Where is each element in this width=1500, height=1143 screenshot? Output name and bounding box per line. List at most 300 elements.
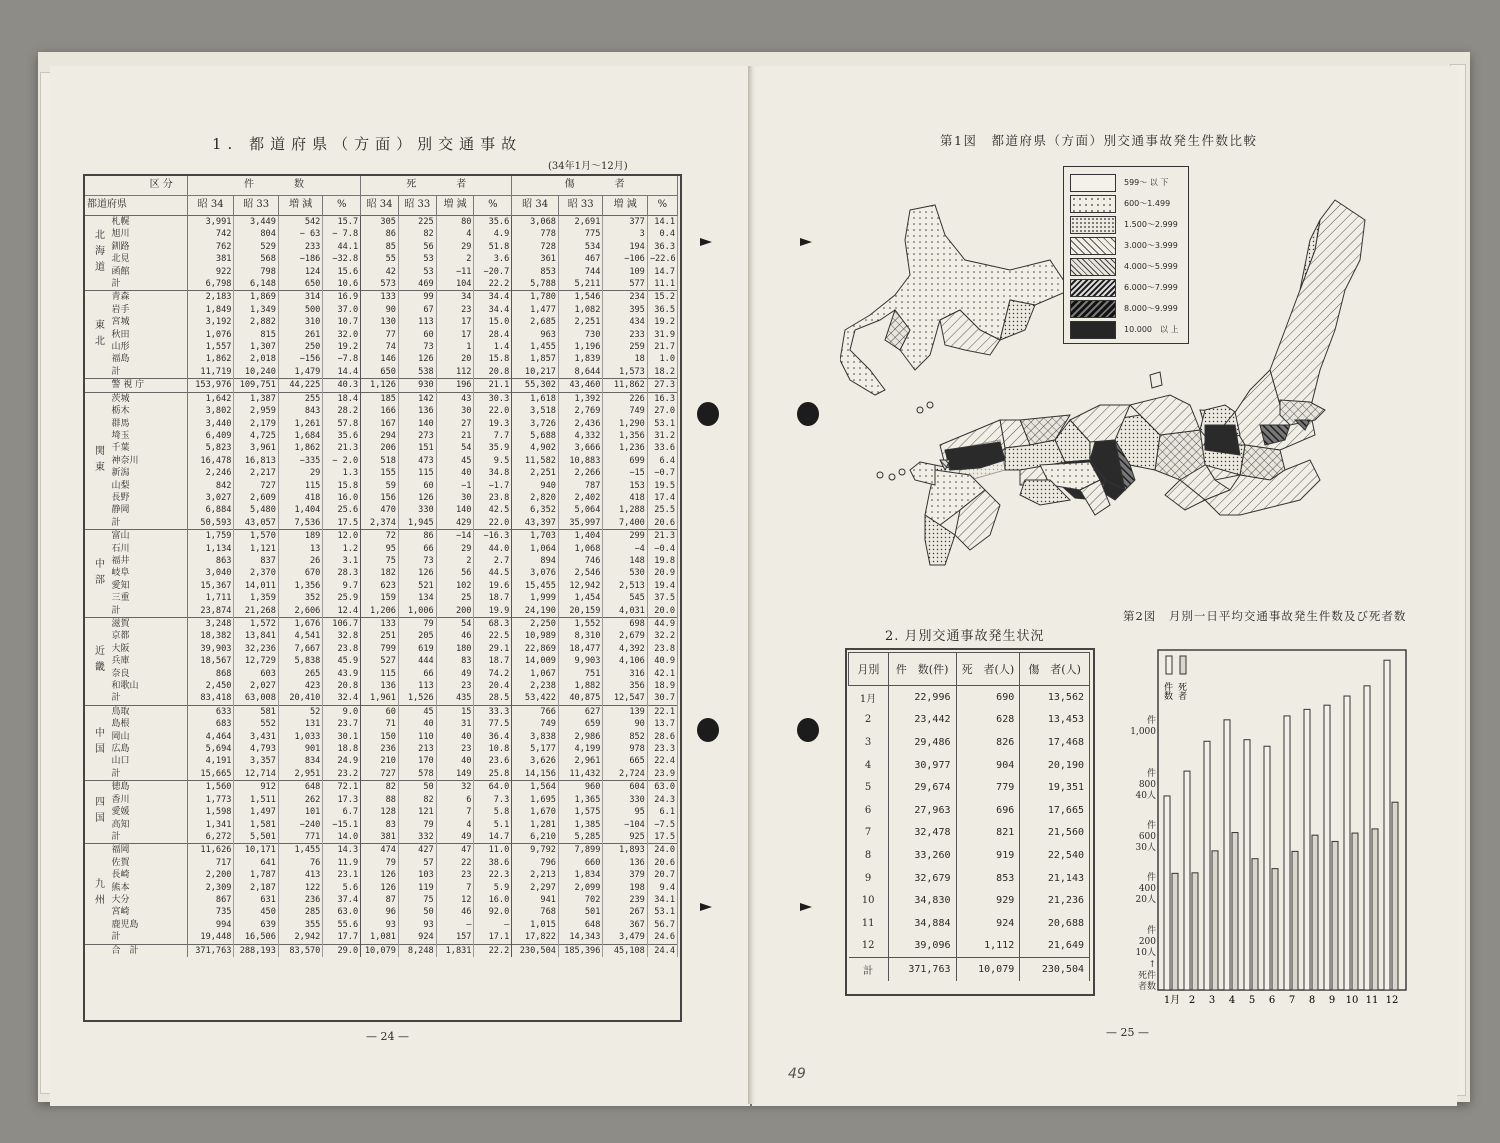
table-cell: 32,236 <box>234 643 278 655</box>
table-cell: 2,606 <box>278 605 322 618</box>
table-cell: 1,365 <box>558 794 602 806</box>
bar-deaths <box>1232 833 1238 990</box>
table-cell: 251 <box>361 630 399 642</box>
table-cell: 10,171 <box>234 844 278 857</box>
table-cell: 74 <box>361 341 399 353</box>
table-cell: 19,351 <box>1020 776 1090 799</box>
table-cell: 1,081 <box>361 931 399 944</box>
table-cell: 38.6 <box>474 857 512 869</box>
table-cell: 2,679 <box>603 630 647 642</box>
table-cell: 126 <box>398 353 436 365</box>
table-cell: 3,440 <box>187 418 234 430</box>
table-cell: 53.1 <box>647 906 677 918</box>
table-cell: 1,385 <box>558 819 602 831</box>
table-cell: 189 <box>278 530 322 543</box>
table-cell: 450 <box>234 906 278 918</box>
table-cell: 76 <box>278 857 322 869</box>
table-cell: 3,726 <box>512 418 559 430</box>
table-row <box>85 567 678 579</box>
table-cell: 377 <box>603 216 647 229</box>
table-cell: 182 <box>361 567 399 579</box>
table-cell: 670 <box>278 567 322 579</box>
table-cell: 1,477 <box>512 304 559 316</box>
table-cell: 727 <box>234 480 278 492</box>
table-cell: 924 <box>398 931 436 944</box>
table-cell: 43.9 <box>323 668 361 680</box>
table-cell: 87 <box>361 894 399 906</box>
table-cell: 34,884 <box>888 912 956 935</box>
table-cell: 75 <box>361 555 399 567</box>
prefecture-name: 合 計 <box>109 944 187 957</box>
table-cell: 27.3 <box>647 379 677 392</box>
table-cell: 418 <box>278 492 322 504</box>
table-cell: 53 <box>398 253 436 265</box>
table-cell: 20.4 <box>474 680 512 692</box>
table-cell: 30.1 <box>323 731 361 743</box>
table-cell: 379 <box>603 869 647 881</box>
table-cell: 429 <box>436 517 474 530</box>
table-cell: 294 <box>361 430 399 442</box>
table-cell: 1,849 <box>187 304 234 316</box>
table-cell: 142 <box>398 392 436 405</box>
table-cell: 10,883 <box>558 455 602 467</box>
table-cell: 239 <box>603 894 647 906</box>
table-cell: 63,008 <box>234 692 278 705</box>
table-cell: 1,033 <box>278 731 322 743</box>
table-cell: 1,511 <box>234 794 278 806</box>
table-row <box>85 931 678 944</box>
table-cell: 690 <box>956 686 1020 709</box>
table-cell: 3,838 <box>512 731 559 743</box>
table-cell: 2,179 <box>234 418 278 430</box>
table-cell: 66 <box>398 543 436 555</box>
table-cell: 1,831 <box>436 944 474 957</box>
table-cell: 2,961 <box>558 755 602 767</box>
table-cell: 34.4 <box>474 304 512 316</box>
table-cell: 6,148 <box>234 278 278 291</box>
table-cell: 262 <box>278 794 322 806</box>
table-cell: 86 <box>398 530 436 543</box>
table-cell: 21.1 <box>474 379 512 392</box>
table-cell: 261 <box>278 329 322 341</box>
table-cell: 230,504 <box>1020 958 1090 981</box>
table-cell: 139 <box>603 705 647 718</box>
table-cell: 25.8 <box>474 768 512 781</box>
table-cell: 36.4 <box>474 731 512 743</box>
table-cell: 198 <box>603 882 647 894</box>
table-cell: 778 <box>512 228 559 240</box>
bar-count <box>1344 696 1350 990</box>
table-cell: 2,251 <box>558 316 602 328</box>
table-cell: 3,248 <box>187 618 234 631</box>
legend-label: 8.000〜9.999 <box>1124 304 1178 313</box>
subheader-s34: 昭 34 <box>512 196 559 216</box>
table-cell: 2,187 <box>234 882 278 894</box>
month-cell: 11 <box>849 912 889 935</box>
table-cell: 19.6 <box>474 580 512 592</box>
table-cell: 4,199 <box>558 743 602 755</box>
table-cell: 929 <box>956 889 1020 912</box>
bar-deaths <box>1332 841 1338 990</box>
table-cell: 55,302 <box>512 379 559 392</box>
x-tick-label: 10 <box>1345 995 1359 1006</box>
table-cell: 2,951 <box>278 768 322 781</box>
prefecture-name: 島根 <box>109 718 187 730</box>
table-cell: 40,875 <box>558 692 602 705</box>
table-cell: 77 <box>361 329 399 341</box>
table-cell: 834 <box>278 755 322 767</box>
table-cell: 1,560 <box>187 781 234 794</box>
table-cell: 79 <box>398 819 436 831</box>
table-row <box>85 680 678 692</box>
table-cell: 1,581 <box>234 819 278 831</box>
header-deaths: 死 者 <box>361 176 512 196</box>
table-cell: 1,134 <box>187 543 234 555</box>
table-cell: 23 <box>436 680 474 692</box>
table-cell: 92.0 <box>474 906 512 918</box>
table-cell: 762 <box>187 241 234 253</box>
table-cell: 894 <box>512 555 559 567</box>
bar-count <box>1364 686 1370 990</box>
table-cell: 130 <box>361 316 399 328</box>
table-cell: 7.7 <box>474 430 512 442</box>
legend-swatch <box>1070 258 1116 276</box>
table-cell: 474 <box>361 844 399 857</box>
table-cell: 25.6 <box>323 504 361 516</box>
table-cell: 2 <box>436 253 474 265</box>
table-cell: 799 <box>361 643 399 655</box>
table-cell: 45.9 <box>323 655 361 667</box>
table-cell: 75 <box>398 894 436 906</box>
binder-hole <box>797 718 819 742</box>
table-row <box>85 768 678 781</box>
table-cell: 54 <box>436 442 474 454</box>
table-cell: 568 <box>234 253 278 265</box>
table-cell: 371,763 <box>888 958 956 981</box>
table-cell: 1,404 <box>558 530 602 543</box>
table-cell: 99 <box>398 291 436 304</box>
table-cell: 150 <box>361 731 399 743</box>
table-cell: 1,573 <box>603 366 647 379</box>
legend-swatch <box>1070 321 1116 339</box>
table-cell: 627 <box>558 705 602 718</box>
table-row <box>85 605 678 618</box>
month-cell: 12 <box>849 935 889 958</box>
table-cell: 140 <box>398 418 436 430</box>
prefecture-name: 京都 <box>109 630 187 642</box>
table-cell: 126 <box>361 882 399 894</box>
table-cell: 930 <box>398 379 436 392</box>
table-cell: 13,453 <box>1020 709 1090 732</box>
table-cell: 1,670 <box>512 806 559 818</box>
table-row <box>849 867 1090 890</box>
table-cell: − 7.8 <box>323 228 361 240</box>
table-row <box>849 958 1090 981</box>
bar-count <box>1304 709 1310 990</box>
table-cell: 1,857 <box>512 353 559 365</box>
table-cell: 633 <box>187 705 234 718</box>
y-tick-label: 件 400 20人 <box>1135 873 1156 906</box>
prefecture-name: 三重 <box>109 592 187 604</box>
table-row <box>85 442 678 454</box>
table-cell: 1,839 <box>558 353 602 365</box>
table-cell: 11,582 <box>512 455 559 467</box>
table-cell: 50,593 <box>187 517 234 530</box>
table-cell: 4 <box>436 819 474 831</box>
table-cell: 5,694 <box>187 743 234 755</box>
table-cell: 60 <box>398 329 436 341</box>
map-legend <box>1063 166 1189 344</box>
legend-count-swatch <box>1166 656 1172 674</box>
x-tick-label: 2 <box>1188 995 1196 1006</box>
table-cell: 1,455 <box>512 341 559 353</box>
table-cell: 815 <box>234 329 278 341</box>
table-cell: 17 <box>436 316 474 328</box>
table-cell: 852 <box>603 731 647 743</box>
table-cell: 2,609 <box>234 492 278 504</box>
table-cell: 83 <box>436 655 474 667</box>
prefecture-name: 岩手 <box>109 304 187 316</box>
table-cell: 8,644 <box>558 366 602 379</box>
x-tick-label: 3 <box>1208 995 1216 1006</box>
table-cell: 28.3 <box>323 567 361 579</box>
table-row <box>85 806 678 818</box>
table-cell: 1,064 <box>512 543 559 555</box>
table-cell: 9,792 <box>512 844 559 857</box>
legend-deaths-swatch <box>1180 656 1186 674</box>
table-cell: 573 <box>361 278 399 291</box>
table-cell: 2,374 <box>361 517 399 530</box>
table1-body <box>85 216 678 957</box>
table-cell: 225 <box>398 216 436 229</box>
table-cell: 31 <box>436 718 474 730</box>
table-cell: 3,991 <box>187 216 234 229</box>
table-cell: 34 <box>436 291 474 304</box>
table-cell: −7.8 <box>323 353 361 365</box>
table-cell: 149 <box>436 768 474 781</box>
table-cell: 2,691 <box>558 216 602 229</box>
table-cell: 73 <box>398 555 436 567</box>
table-cell: 434 <box>603 316 647 328</box>
table-cell: 23 <box>436 743 474 755</box>
table-cell: 683 <box>187 718 234 730</box>
table-cell: 21 <box>436 430 474 442</box>
table-cell: 30,977 <box>888 754 956 777</box>
table-cell: 7 <box>436 882 474 894</box>
table-cell: 2,685 <box>512 316 559 328</box>
table-cell: 2,436 <box>558 418 602 430</box>
table-cell: 16,813 <box>234 455 278 467</box>
table-cell: 1,356 <box>278 580 322 592</box>
table-row <box>85 492 678 504</box>
prefecture-name: 群馬 <box>109 418 187 430</box>
table-cell: 17,468 <box>1020 731 1090 754</box>
table-cell: 6 <box>436 794 474 806</box>
table-row <box>85 405 678 417</box>
table-cell: 44.1 <box>323 241 361 253</box>
prefecture-name: 計 <box>109 831 187 844</box>
prefecture-name: 宮城 <box>109 316 187 328</box>
table-cell: 23,442 <box>888 709 956 732</box>
table-cell: 4,392 <box>603 643 647 655</box>
y-tick-label: 件 200 10人 <box>1135 925 1156 958</box>
table-cell: 11,432 <box>558 768 602 781</box>
table-cell: 32.4 <box>323 692 361 705</box>
table-cell: 23 <box>436 304 474 316</box>
table-row <box>85 894 678 906</box>
region-label: 北海道 <box>85 216 109 291</box>
table-cell: 32.2 <box>647 630 677 642</box>
table-cell: 34.1 <box>647 894 677 906</box>
table-cell: 14.7 <box>474 831 512 844</box>
table-cell: 34.8 <box>474 467 512 479</box>
table-cell: 299 <box>603 530 647 543</box>
table-row <box>85 731 678 743</box>
table-cell: 3.6 <box>474 253 512 265</box>
table-cell: 18 <box>603 353 647 365</box>
table-cell: 578 <box>398 768 436 781</box>
table-cell: 2,882 <box>234 316 278 328</box>
prefecture-name: 佐賀 <box>109 857 187 869</box>
table-cell: 1,695 <box>512 794 559 806</box>
table-cell: 37.5 <box>647 592 677 604</box>
table-cell: 113 <box>398 316 436 328</box>
prefecture-name: 計 <box>109 768 187 781</box>
gutter <box>748 66 756 1104</box>
table-row <box>85 353 678 365</box>
table-cell: 22.2 <box>474 278 512 291</box>
table-cell: 15,367 <box>187 580 234 592</box>
t2-header-deaths: 死 者(人) <box>956 653 1020 686</box>
table-cell: 5.8 <box>474 806 512 818</box>
table-cell: −14 <box>436 530 474 543</box>
table-cell: 20,410 <box>278 692 322 705</box>
table-cell: 23.9 <box>647 768 677 781</box>
table-cell: 106.7 <box>323 618 361 631</box>
table-cell: 3,192 <box>187 316 234 328</box>
table-cell: 527 <box>361 655 399 667</box>
table-cell: 15,455 <box>512 580 559 592</box>
table-cell: 749 <box>603 405 647 417</box>
table-cell: 963 <box>512 329 559 341</box>
table-cell: 628 <box>956 709 1020 732</box>
prefecture-name: 熊本 <box>109 882 187 894</box>
table-cell: 14.3 <box>323 844 361 857</box>
table-row <box>85 418 678 430</box>
table-cell: 423 <box>278 680 322 692</box>
table-cell: 64.0 <box>474 781 512 794</box>
table-cell: 1,618 <box>512 392 559 405</box>
table-cell: 43,397 <box>512 517 559 530</box>
table-cell: 2,959 <box>234 405 278 417</box>
table-cell: 151 <box>398 442 436 454</box>
bar-deaths <box>1352 833 1358 990</box>
table-cell: −186 <box>278 253 322 265</box>
bar-deaths <box>1312 835 1318 990</box>
table-cell: 1,236 <box>603 442 647 454</box>
table-cell: 619 <box>398 643 436 655</box>
table-cell: 14.0 <box>323 831 361 844</box>
table-cell: 29 <box>436 241 474 253</box>
table-cell: 3,357 <box>234 755 278 767</box>
table-cell: 18.7 <box>474 592 512 604</box>
bar-deaths <box>1252 859 1258 990</box>
bar-count <box>1324 705 1330 990</box>
subheader-s34: 昭 34 <box>187 196 234 216</box>
table-cell: 853 <box>956 867 1020 890</box>
table-cell: 1,552 <box>558 618 602 631</box>
table-cell: 14.7 <box>647 266 677 278</box>
table-cell: 530 <box>603 567 647 579</box>
table-cell: 4,464 <box>187 731 234 743</box>
subheader-pct: % <box>323 196 361 216</box>
prefecture-name: 宮崎 <box>109 906 187 918</box>
table-cell: 577 <box>603 278 647 291</box>
prefecture-name: 埼玉 <box>109 430 187 442</box>
table-cell: −7.5 <box>647 819 677 831</box>
table-row <box>849 686 1090 709</box>
table-cell: 659 <box>558 718 602 730</box>
table-cell: 12 <box>436 894 474 906</box>
table-cell: 696 <box>956 799 1020 822</box>
table-cell: 39,903 <box>187 643 234 655</box>
bar-deaths <box>1292 851 1298 990</box>
table-cell: 44.0 <box>474 543 512 555</box>
table-cell: 16,506 <box>234 931 278 944</box>
table-cell: 604 <box>603 781 647 794</box>
table-cell: 86 <box>361 228 399 240</box>
table-cell: 2,018 <box>234 353 278 365</box>
table-row <box>85 919 678 931</box>
table-cell: 1,067 <box>512 668 559 680</box>
table-cell: 16.0 <box>474 894 512 906</box>
table-cell: 1,869 <box>234 291 278 304</box>
table-cell: 45 <box>436 455 474 467</box>
handwritten-note: 49 <box>788 1066 806 1082</box>
table-cell: 148 <box>603 555 647 567</box>
table-cell: 42.5 <box>474 504 512 516</box>
table-cell: 10,989 <box>512 630 559 642</box>
prefecture-name: 山梨 <box>109 480 187 492</box>
table-cell: 665 <box>603 755 647 767</box>
table-cell: 140 <box>436 504 474 516</box>
table-cell: 23 <box>436 869 474 881</box>
table-cell: 534 <box>558 241 602 253</box>
legend-swatch <box>1070 195 1116 213</box>
table-cell: 796 <box>512 857 559 869</box>
table-cell: 68.3 <box>474 618 512 631</box>
table-cell: 194 <box>603 241 647 253</box>
table-cell: 751 <box>558 668 602 680</box>
prefecture-name: 計 <box>109 692 187 705</box>
table-cell: 102 <box>436 580 474 592</box>
table-cell: 1,862 <box>278 442 322 454</box>
table-row <box>85 882 678 894</box>
table-row <box>85 543 678 555</box>
table-row <box>85 743 678 755</box>
prefecture-name: 石川 <box>109 543 187 555</box>
table-cell: 1,570 <box>234 530 278 543</box>
table-cell: 623 <box>361 580 399 592</box>
table-row <box>85 530 678 543</box>
table-cell: 2 <box>436 555 474 567</box>
prefecture-name: 福島 <box>109 353 187 365</box>
table-cell: −11 <box>436 266 474 278</box>
table-cell: 109,751 <box>234 379 278 392</box>
table-cell: 19.3 <box>474 418 512 430</box>
legend-label: 1.500〜2.999 <box>1124 220 1178 229</box>
table-cell: 3,666 <box>558 442 602 454</box>
